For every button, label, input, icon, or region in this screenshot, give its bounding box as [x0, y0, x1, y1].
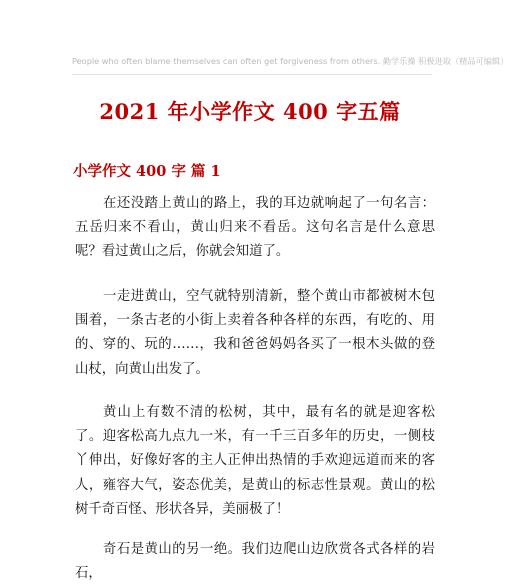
paragraph: 奇石是黄山的另一绝。我们边爬山边欣赏各式各样的岩石，	[75, 542, 435, 582]
document-title: 2021 年小学作文 400 字五篇	[99, 99, 401, 124]
header-divider	[72, 74, 432, 75]
paragraph: 黄山上有数不清的松树，其中，最有名的就是迎客松了。迎客松高九点九一米，有一千三百多年的历史，一侧枝丫伸出，好像好客的主人正伸出热情的手欢迎远道而来的客人，雍容大气，姿态优美，是黄山的标志性景观。黄山的松树千奇百怪、形状各异，美丽极了！	[75, 405, 435, 517]
paragraph: 一走进黄山，空气就特别清新，整个黄山市都被树木包围着，一条古老的小街上卖着各种各样的东西，有吃的、用的、穿的、玩的……，我和爸爸妈妈各买了一根木头做的登山杖，向黄山出发了。	[75, 289, 435, 377]
page-header: People who often blame themselves can often get forgiveness from others. 勤学乐操 积极进取（精品可编辑）	[72, 56, 508, 66]
section-title: 小学作文 400 字 篇 1	[73, 163, 221, 180]
paragraph: 在还没踏上黄山的路上，我的耳边就响起了一句名言：五岳归来不看山，黄山归来不看岳。这句名言是什么意思呢？看过黄山之后，你就会知道了。	[75, 196, 435, 260]
